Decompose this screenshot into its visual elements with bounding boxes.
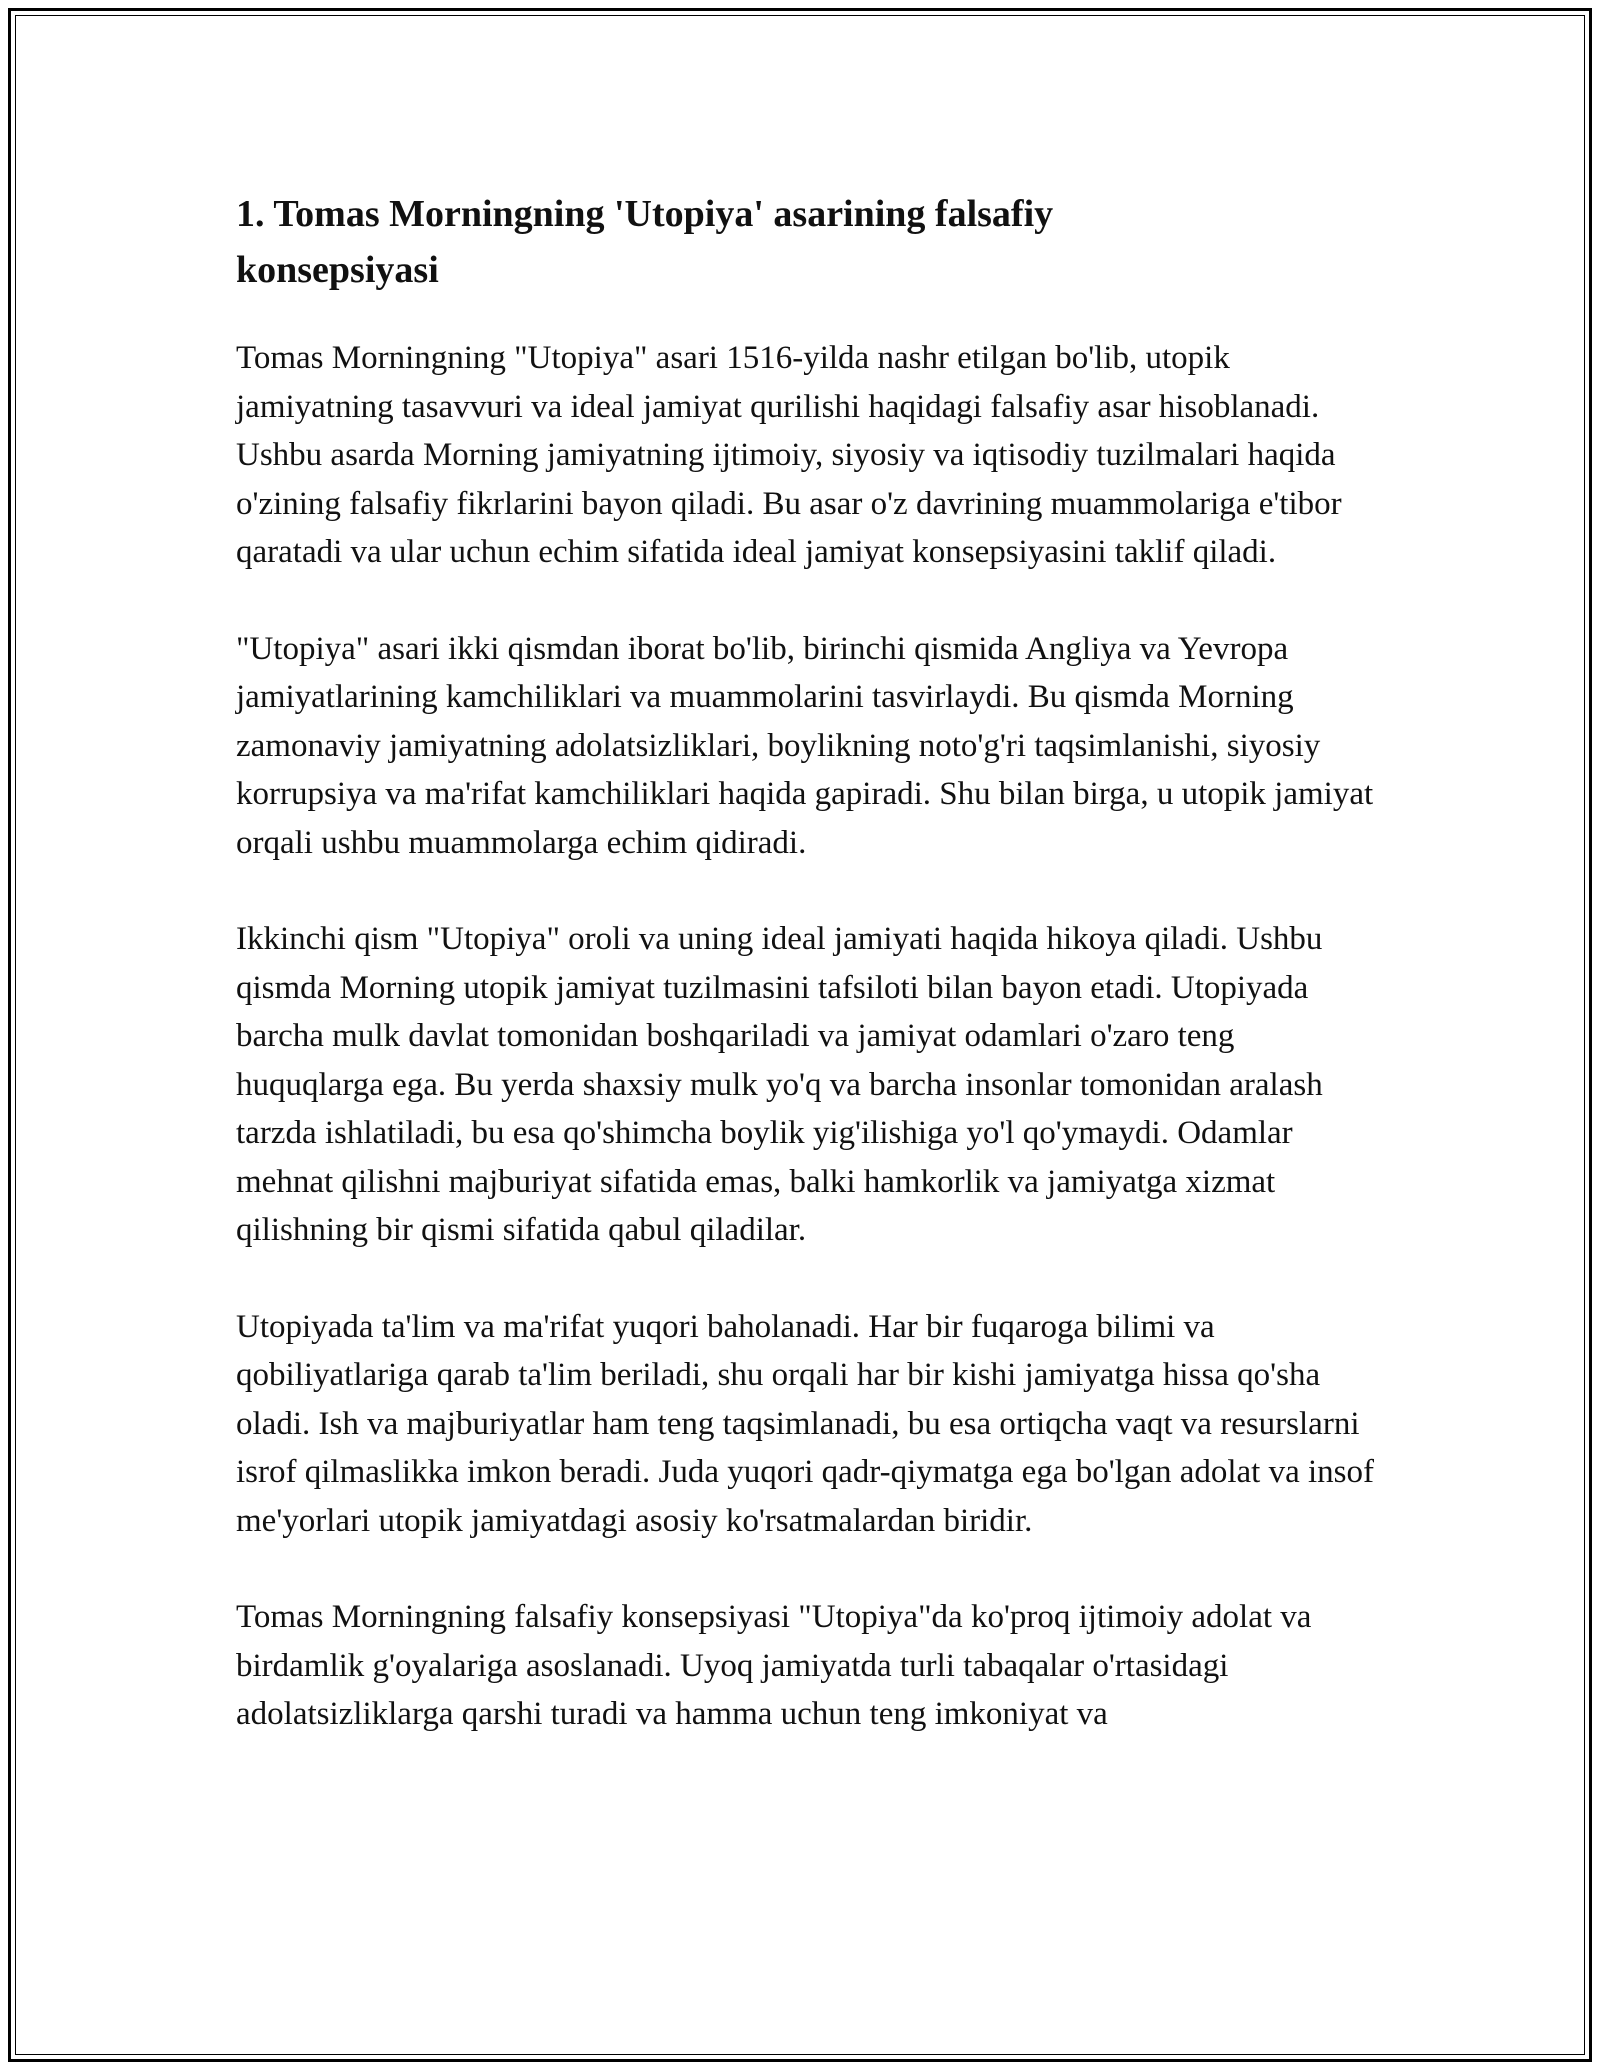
paragraph-1: Tomas Morningning "Utopiya" asari 1516-yilda nashr etilgan bo'lib, utopik jamiyatning tasavvuri va ideal jamiyat qurilishi haqidagi falsafiy asar hisoblanadi. Ushbu asarda Morning jamiyatning ijtimoiy, siyosiy va iqtisodiy tuzilmalari haqida o'zining falsafiy fikrlarini bayon qiladi. Bu asar o'z davrining muammolariga e'tibor qaratadi va ular uchun echim sifatida ideal jamiyat konsepsiyasini taklif qiladi.	[236, 340, 1342, 570]
document-body	[236, 186, 1386, 1787]
section-heading: 1. Tomas Morningning 'Utopiya' asarining falsafiy konsepsiyasi	[236, 193, 1054, 291]
paragraph-5: Tomas Morningning falsafiy konsepsiyasi "Utopiya"da ko'proq ijtimoiy adolat va birdamlik g'oyalariga asoslanadi. Uyoq jamiyatda turli tabaqalar o'rtasidagi adolatsizliklarga qarshi turadi va hamma uchun teng imkoniyat va	[236, 1599, 1312, 1732]
paragraph-4: Utopiyada ta'lim va ma'rifat yuqori baholanadi. Har bir fuqaroga bilimi va qobiliyatlariga qarab ta'lim beriladi, shu orqali har bir kishi jamiyatga hissa qo'sha oladi. Ish va majburiyatlar ham teng taqsimlanadi, bu esa ortiqcha vaqt va resurslarni isrof qilmaslikka imkon beradi. Juda yuqori qadr-qiymatga ega bo'lgan adolat va insof me'yorlari utopik jamiyatdagi asosiy ko'rsatmalardan biridir.	[236, 1308, 1375, 1539]
paragraph-3: Ikkinchi qism "Utopiya" oroli va uning ideal jamiyati haqida hikoya qiladi. Ushbu qismda Morning utopik jamiyat tuzilmasini tafsiloti bilan bayon etadi. Utopiyada barcha mulk davlat tomonidan boshqariladi va jamiyat odamlari o'zaro teng huquqlarga ega. Bu yerda shaxsiy mulk yo'q va barcha insonlar tomonidan aralash tarzda ishlatiladi, bu esa qo'shimcha boylik yig'ilishiga yo'l qo'ymaydi. Odamlar mehnat qilishni majburiyat sifatida emas, balki hamkorlik va jamiyatga xizmat qilishning bir qismi sifatida qabul qiladilar.	[236, 921, 1323, 1248]
paragraph-2: "Utopiya" asari ikki qismdan iborat bo'lib, birinchi qismida Angliya va Yevropa jamiyatlarining kamchiliklari va muammolarini tasvirlaydi. Bu qismda Morning zamonaviy jamiyatning adolatsizliklari, boylikning noto'g'ri taqsimlanishi, siyosiy korrupsiya va ma'rifat kamchiliklari haqida gapiradi. Shu bilan birga, u utopik jamiyat orqali ushbu muammolarga echim qidiradi.	[236, 630, 1374, 861]
